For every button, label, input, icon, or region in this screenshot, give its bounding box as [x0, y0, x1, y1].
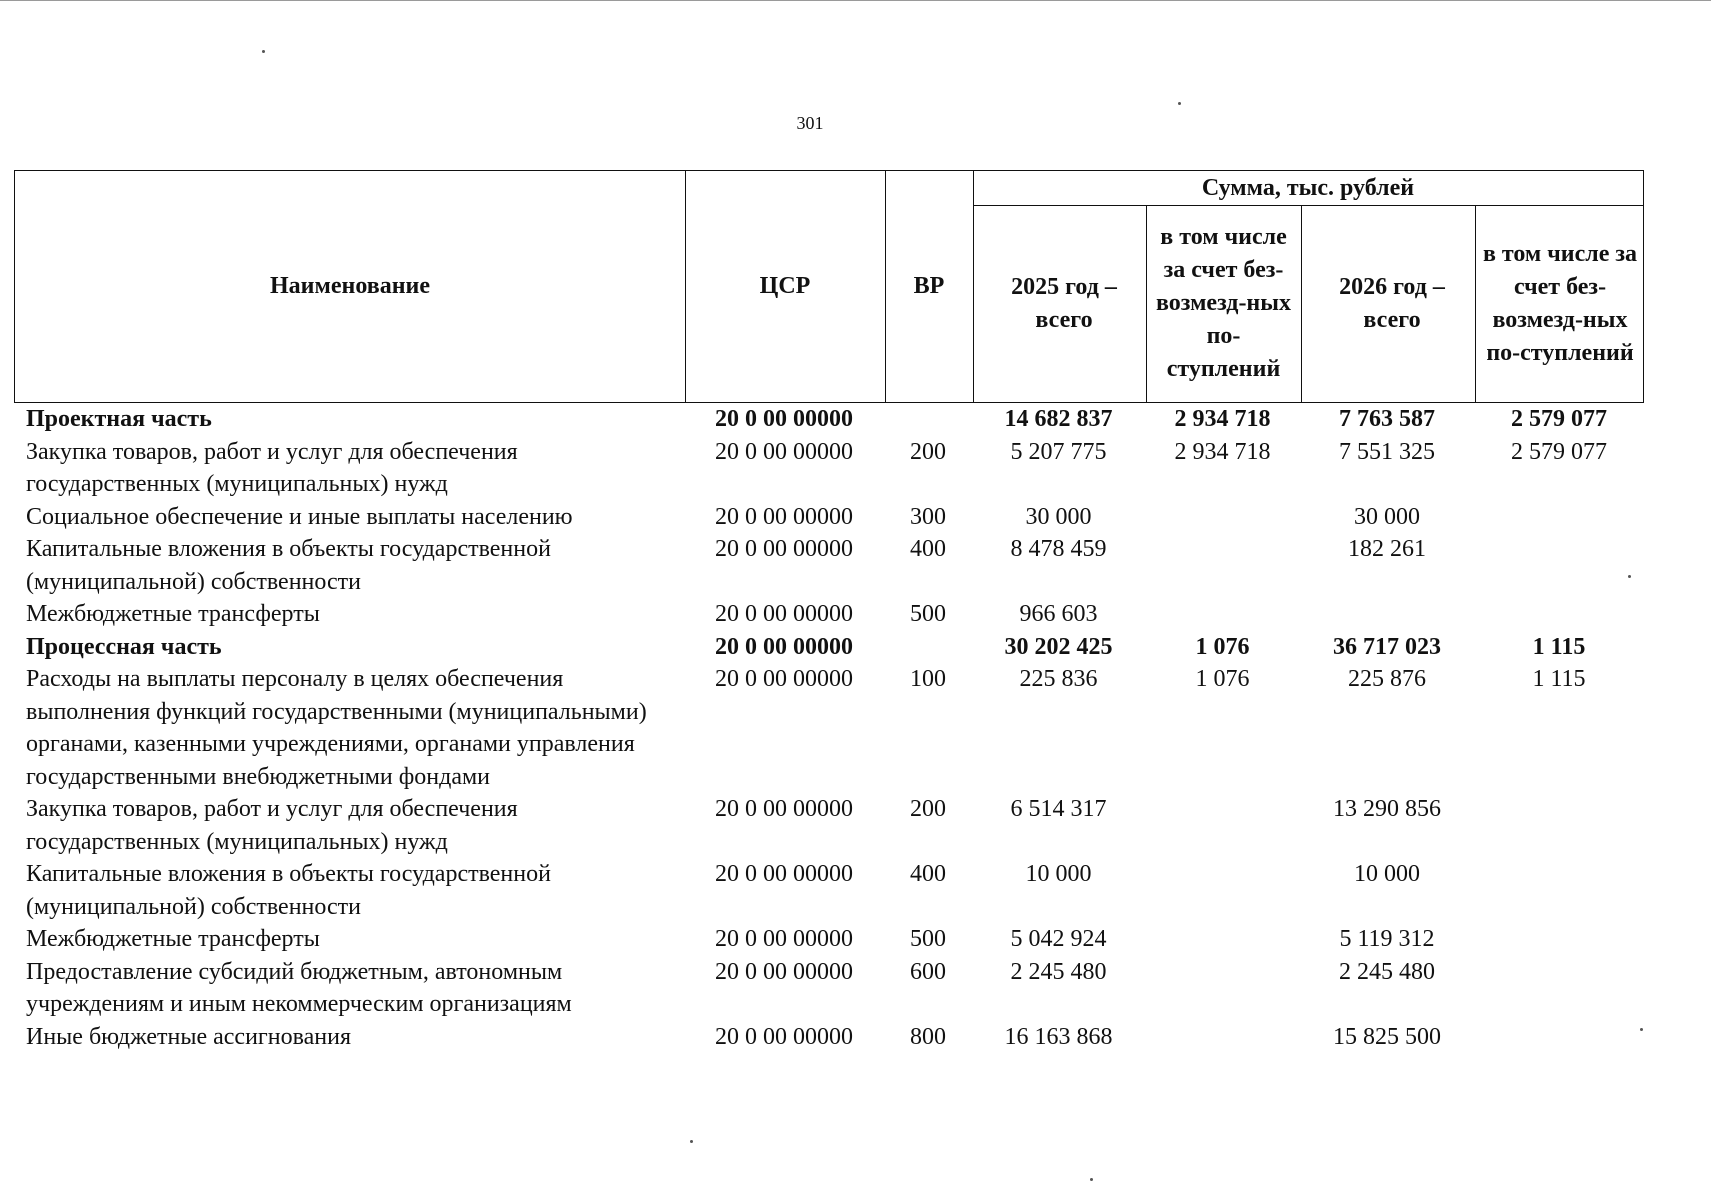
- row-vr: 800: [910, 1023, 946, 1050]
- row-vr: 500: [910, 601, 946, 627]
- table-row: [14, 436, 1644, 501]
- row-vr: 200: [910, 438, 946, 465]
- row-csr: 20 0 00 00000: [715, 958, 853, 985]
- row-2026-grants: 1 115: [1532, 633, 1586, 660]
- row-name: Социальное обеспечение и иные выплаты населению: [26, 503, 573, 530]
- row-2026-total: 5 119 312: [1339, 926, 1435, 952]
- row-2025-grants: [1145, 858, 1300, 923]
- row-vr: 400: [910, 536, 946, 562]
- row-2026-grants: 2 579 077: [1511, 406, 1607, 432]
- row-vr: 200: [910, 796, 946, 822]
- row-csr: 20 0 00 00000: [715, 633, 853, 660]
- table-row: [14, 1021, 1644, 1054]
- row-name: Капитальные вложения в объекты государственной (муниципальной) собственности: [26, 861, 551, 920]
- row-2025-total: 225 836: [1019, 666, 1098, 692]
- scan-speck: [690, 1140, 693, 1143]
- row-2025-total: 8 478 459: [1010, 536, 1107, 562]
- row-name: Предоставление субсидий бюджетным, автономным учреждениям и иным некоммерческим организациям: [26, 958, 572, 1017]
- row-2026-grants: [1474, 1021, 1644, 1054]
- section-row: [14, 403, 1644, 436]
- row-2026-total: 2 245 480: [1339, 958, 1435, 985]
- row-2025-total: 14 682 837: [1004, 406, 1113, 432]
- scan-border-top: [0, 0, 1711, 4]
- row-2025-total: 2 245 480: [1010, 958, 1107, 985]
- row-2025-grants: 2 934 718: [1174, 406, 1271, 432]
- row-2026-grants: 1 115: [1532, 666, 1586, 692]
- row-2026-grants: [1474, 858, 1644, 923]
- table-row: [14, 663, 1644, 793]
- header-2026-total: 2026 год – всего: [1339, 273, 1445, 333]
- table-row: [14, 793, 1644, 858]
- row-2025-total: 10 000: [1025, 861, 1092, 887]
- row-csr: 20 0 00 00000: [715, 503, 853, 530]
- table-row: [14, 533, 1644, 598]
- row-2026-grants: [1474, 956, 1644, 1021]
- row-2026-total: 7 763 587: [1339, 406, 1435, 432]
- header-2025-grants: в том числе за счет без-возмезд-ных по-ступлений: [1155, 224, 1291, 382]
- row-csr: 20 0 00 00000: [715, 861, 853, 887]
- row-2025-grants: 1 076: [1195, 666, 1250, 692]
- row-csr: 20 0 00 00000: [715, 666, 853, 692]
- row-2026-total: 13 290 856: [1333, 796, 1441, 822]
- row-2026-grants: [1474, 923, 1644, 956]
- row-2026-grants: [1474, 533, 1644, 598]
- row-2026-total: 30 000: [1354, 503, 1420, 530]
- row-2026-total: 182 261: [1348, 536, 1426, 562]
- header-divider: [1301, 205, 1302, 402]
- row-2026-total: 15 825 500: [1333, 1023, 1441, 1050]
- row-vr: 500: [910, 926, 946, 952]
- row-2025-grants: [1145, 923, 1300, 956]
- row-2025-total: 16 163 868: [1004, 1023, 1113, 1050]
- row-csr: 20 0 00 00000: [715, 536, 853, 562]
- table-row: [14, 501, 1644, 534]
- row-name: Межбюджетные трансферты: [26, 601, 320, 627]
- row-2025-grants: [1145, 598, 1300, 631]
- row-name: Процессная часть: [26, 633, 222, 660]
- table-row: [14, 598, 1644, 631]
- page-number: 301: [796, 113, 824, 133]
- row-2025-total: 30 000: [1025, 503, 1092, 530]
- row-2026-total: 10 000: [1354, 861, 1420, 887]
- row-2026-total: 36 717 023: [1333, 633, 1441, 660]
- header-name: Наименование: [270, 273, 430, 299]
- row-vr: 400: [910, 861, 946, 887]
- row-csr: 20 0 00 00000: [715, 406, 853, 432]
- row-vr: [884, 403, 972, 436]
- row-csr: 20 0 00 00000: [715, 601, 853, 627]
- row-2025-grants: [1145, 793, 1300, 858]
- row-2026-grants: [1474, 793, 1644, 858]
- row-2026-total: 7 551 325: [1339, 438, 1435, 465]
- row-2025-grants: [1145, 501, 1300, 534]
- header-csr: ЦСР: [759, 273, 811, 299]
- row-vr: [884, 631, 972, 664]
- row-2025-grants: [1145, 956, 1300, 1021]
- row-2025-grants: [1145, 1021, 1300, 1054]
- table-row: [14, 858, 1644, 923]
- scan-speck: [262, 50, 265, 53]
- header-2025-total: 2025 год – всего: [1011, 273, 1117, 333]
- row-name: Расходы на выплаты персоналу в целях обеспечения выполнения функций государственными (муниципальными) органами, казенными учреждениями, органами управления государственными внебюджетными фондами: [26, 666, 647, 790]
- row-2025-total: 966 603: [1019, 601, 1098, 627]
- header-vr: ВР: [913, 273, 945, 299]
- row-vr: 100: [910, 666, 946, 692]
- row-2026-grants: [1474, 501, 1644, 534]
- row-2025-grants: 2 934 718: [1174, 438, 1271, 465]
- row-name: Закупка товаров, работ и услуг для обеспечения государственных (муниципальных) нужд: [26, 438, 518, 497]
- row-2025-grants: 1 076: [1195, 633, 1250, 660]
- header-sum-title: Сумма, тыс. рублей: [973, 171, 1643, 206]
- table-row: [14, 956, 1644, 1021]
- row-2025-total: 30 202 425: [1004, 633, 1113, 660]
- row-name: Иные бюджетные ассигнования: [26, 1023, 351, 1050]
- row-2026-total: 225 876: [1348, 666, 1426, 692]
- row-2025-grants: [1145, 533, 1300, 598]
- budget-table: [14, 170, 1644, 1053]
- row-2026-total: [1300, 598, 1474, 631]
- row-2025-total: 6 514 317: [1010, 796, 1107, 822]
- row-2026-grants: [1474, 598, 1644, 631]
- row-vr: 300: [910, 503, 946, 530]
- row-csr: 20 0 00 00000: [715, 926, 853, 952]
- row-2025-total: 5 207 775: [1010, 438, 1107, 465]
- table-body: [14, 403, 1644, 1053]
- row-csr: 20 0 00 00000: [715, 796, 853, 822]
- section-row: [14, 631, 1644, 664]
- scan-speck: [1090, 1178, 1093, 1181]
- row-csr: 20 0 00 00000: [715, 438, 853, 465]
- row-2025-total: 5 042 924: [1010, 926, 1107, 952]
- row-name: Межбюджетные трансферты: [26, 926, 320, 952]
- table-header: [14, 170, 1644, 403]
- row-name: Капитальные вложения в объекты государственной (муниципальной) собственности: [26, 536, 551, 595]
- scan-speck: [1178, 102, 1181, 105]
- row-2026-grants: 2 579 077: [1511, 438, 1607, 465]
- table-row: [14, 923, 1644, 956]
- row-name: Проектная часть: [26, 406, 212, 432]
- row-csr: 20 0 00 00000: [715, 1023, 853, 1050]
- row-name: Закупка товаров, работ и услуг для обеспечения государственных (муниципальных) нужд: [26, 796, 518, 855]
- row-vr: 600: [910, 958, 946, 985]
- header-2026-grants: в том числе за счет без-возмезд-ных по-ступлений: [1482, 240, 1638, 366]
